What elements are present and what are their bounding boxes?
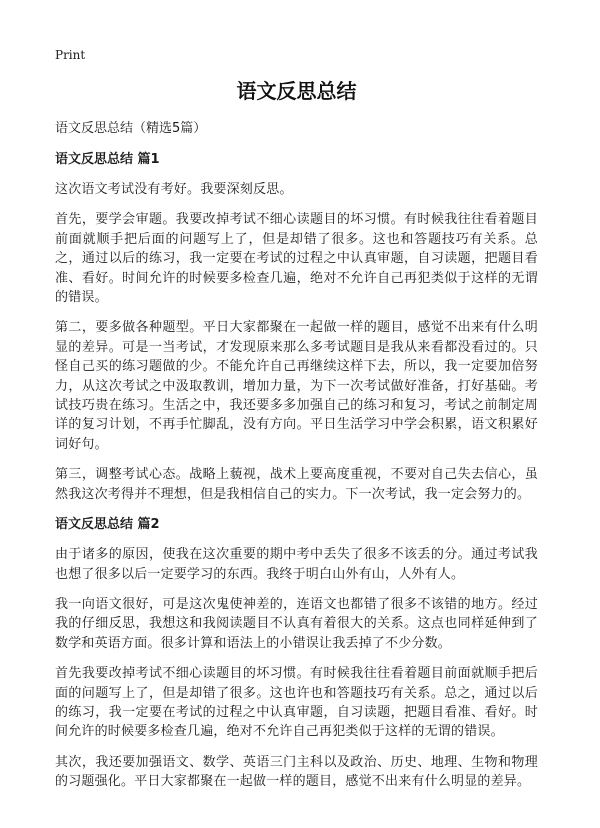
section-2 [55,515,538,791]
paragraph: 第二，要多做各种题型。平日大家都聚在一起做一样的题目，感觉不出来有什么明显的差异。可是一当考试，才发现原来那么多考试题目是我从来看都没看过的。只怪自己买的练习题做的少。不能允许自己再继续这样下去，所以，我一定要加倍努力，从这次考试之中汲取教训，增加力量，为下一次考试做好准备，打好基础。考试技巧贵在练习。生活之中，我还要多多加强自己的练习和复习，考试之前制定周详的复习计划，不再手忙脚乱，没有方向。平日生活学习中学会积累，语文积累好词好句。 [55,320,538,452]
paragraph: 第三，调整考试心态。战略上藐视，战术上要高度重视，不要对自己失去信心，虽然我这次考得并不理想，但是我相信自己的实力。下一次考试，我一定会努力的。 [55,467,538,502]
paragraph: 首先我要改掉考试不细心读题目的坏习惯。有时候我往往看着题目前面就顺手把后面的问题写上了，但是却错了很多。这也许也和答题技巧有关系。总之，通过以后的练习，我一定要在考试的过程之中认真审题，自习读题，把题目看准、看好。时间允许的时候要多检查几遍，绝对不允许自己再犯类似于这样的无谓的错误。 [55,666,538,740]
paragraph: 我一向语文很好，可是这次鬼使神差的，连语文也都错了很多不该错的地方。经过我的仔细反思，我想这和我阅读题目不认真有着很大的关系。这点也同样延伸到了数学和英语方面。很多计算和语法上的小错误让我丢掉了不少分数。 [55,596,538,651]
paragraph: 由于诸多的原因，使我在这次重要的期中考中丢失了很多不该丢的分。通过考试我也想了很多以后一定要学习的东西。我终于明白山外有山，人外有人。 [55,547,538,582]
section-heading: 语文反思总结 篇1 [55,152,160,167]
print-link[interactable]: Print [55,48,86,62]
section-1 [55,150,538,504]
paragraph: 其次，我还要加强语文、数学、英语三门主科以及政治、历史、地理、生物和物理的习题强化。平日大家都聚在一起做一样的题目，感觉不出来有什么明显的差异。 [55,754,538,790]
paragraph: 首先，要学会审题。我要改掉考试不细心读题目的坏习惯。有时候我往往看着题目前面就顺手把后面的问题写上了，但是却错了很多。这也和答题技巧有关系。总之，通过以后的练习，我一定要在考试的过程之中认真审题，自习读题，把题目看准、看好。时间允许的时候要多检查几遍，绝对不允许自己再犯类似于这样的无谓的错误。 [55,212,538,306]
section-heading: 语文反思总结 篇2 [55,517,160,533]
page-title: 语文反思总结 [236,79,357,103]
document-subtitle: 语文反思总结（精选5篇） [55,121,207,136]
paragraph: 这次语文考试没有考好。我要深刻反思。 [55,182,293,197]
